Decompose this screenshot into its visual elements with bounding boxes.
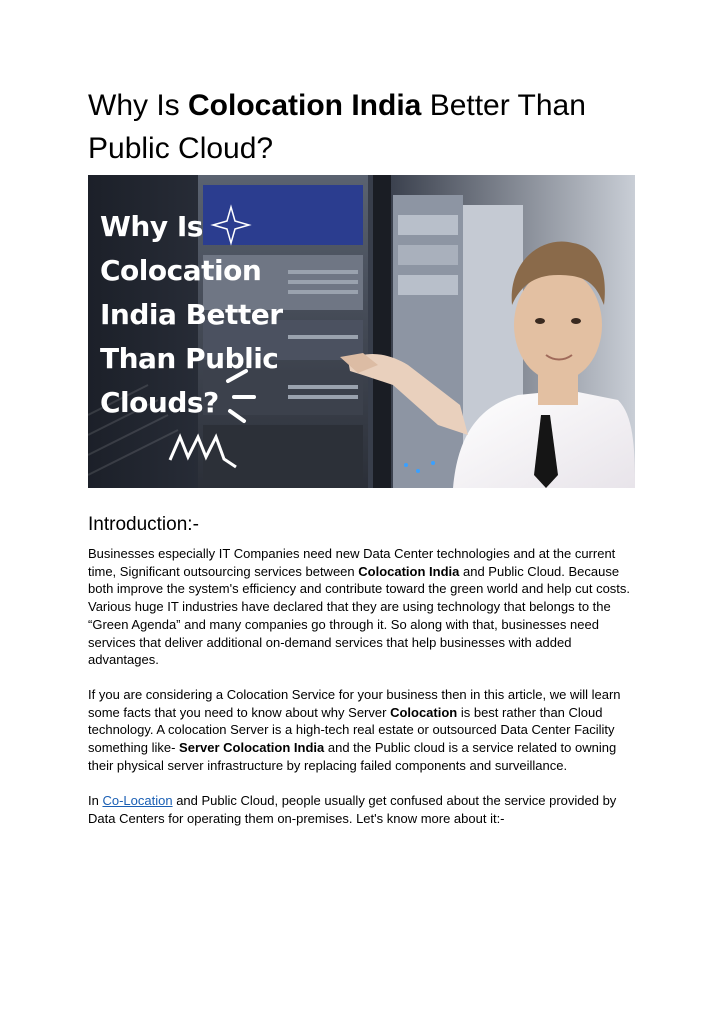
bold-text: Colocation India: [358, 563, 460, 579]
text-run: and Public Cloud. Because both improve the system's efficiency and contribute toward the green world and help cut costs. Various huge IT industries have declared that they are using technology that belongs to the “Green Agenda” and many companies go through it. So along with that, businesses need services that deliver additional on-demand services that help businesses with added advantages.: [88, 563, 631, 668]
overlay-line: Why Is: [100, 210, 203, 243]
co-location-link[interactable]: Co-Location: [102, 793, 173, 808]
title-emphasis: Colocation India: [188, 89, 422, 122]
overlay-line: Clouds?: [100, 386, 219, 419]
text-run: Businesses especially IT Companies need new Data Center technologies and at the current time, Significant outsourcing services between: [88, 546, 616, 579]
overlay-line: India Better: [100, 298, 283, 331]
text-run: and the Public cloud is a service related to owning their physical server infrastructure by replacing failed components and surveillance.: [88, 740, 617, 773]
bold-text: Server Colocation India: [179, 740, 325, 756]
bold-text: Colocation: [390, 704, 458, 720]
page-title: [88, 84, 648, 170]
hero-overlay-text: [100, 205, 320, 425]
overlay-line: Than Public: [100, 342, 279, 375]
overlay-line: Colocation: [100, 254, 262, 287]
intro-heading: Introduction:-: [88, 514, 199, 535]
text-run: If you are considering a Colocation Service for your business then in this article, we will learn some facts that you need to know about why Server: [88, 687, 621, 720]
text-run: is best rather than Cloud technology. A colocation Server is a high-tech real estate or outsourced Data Center Facility something like-: [88, 704, 615, 756]
intro-paragraph-1: [88, 545, 643, 669]
text-run: and Public Cloud, people usually get confused about the service provided by Data Centers for operating them on-premises. Let's know more about it:-: [88, 793, 617, 826]
text-run: In: [88, 793, 103, 808]
hero-image: [88, 175, 635, 488]
title-suffix: Better Than Public Cloud?: [88, 89, 586, 165]
title-prefix: Why Is: [88, 89, 189, 122]
intro-paragraph-2: [88, 686, 643, 775]
intro-paragraph-3: [88, 792, 643, 827]
